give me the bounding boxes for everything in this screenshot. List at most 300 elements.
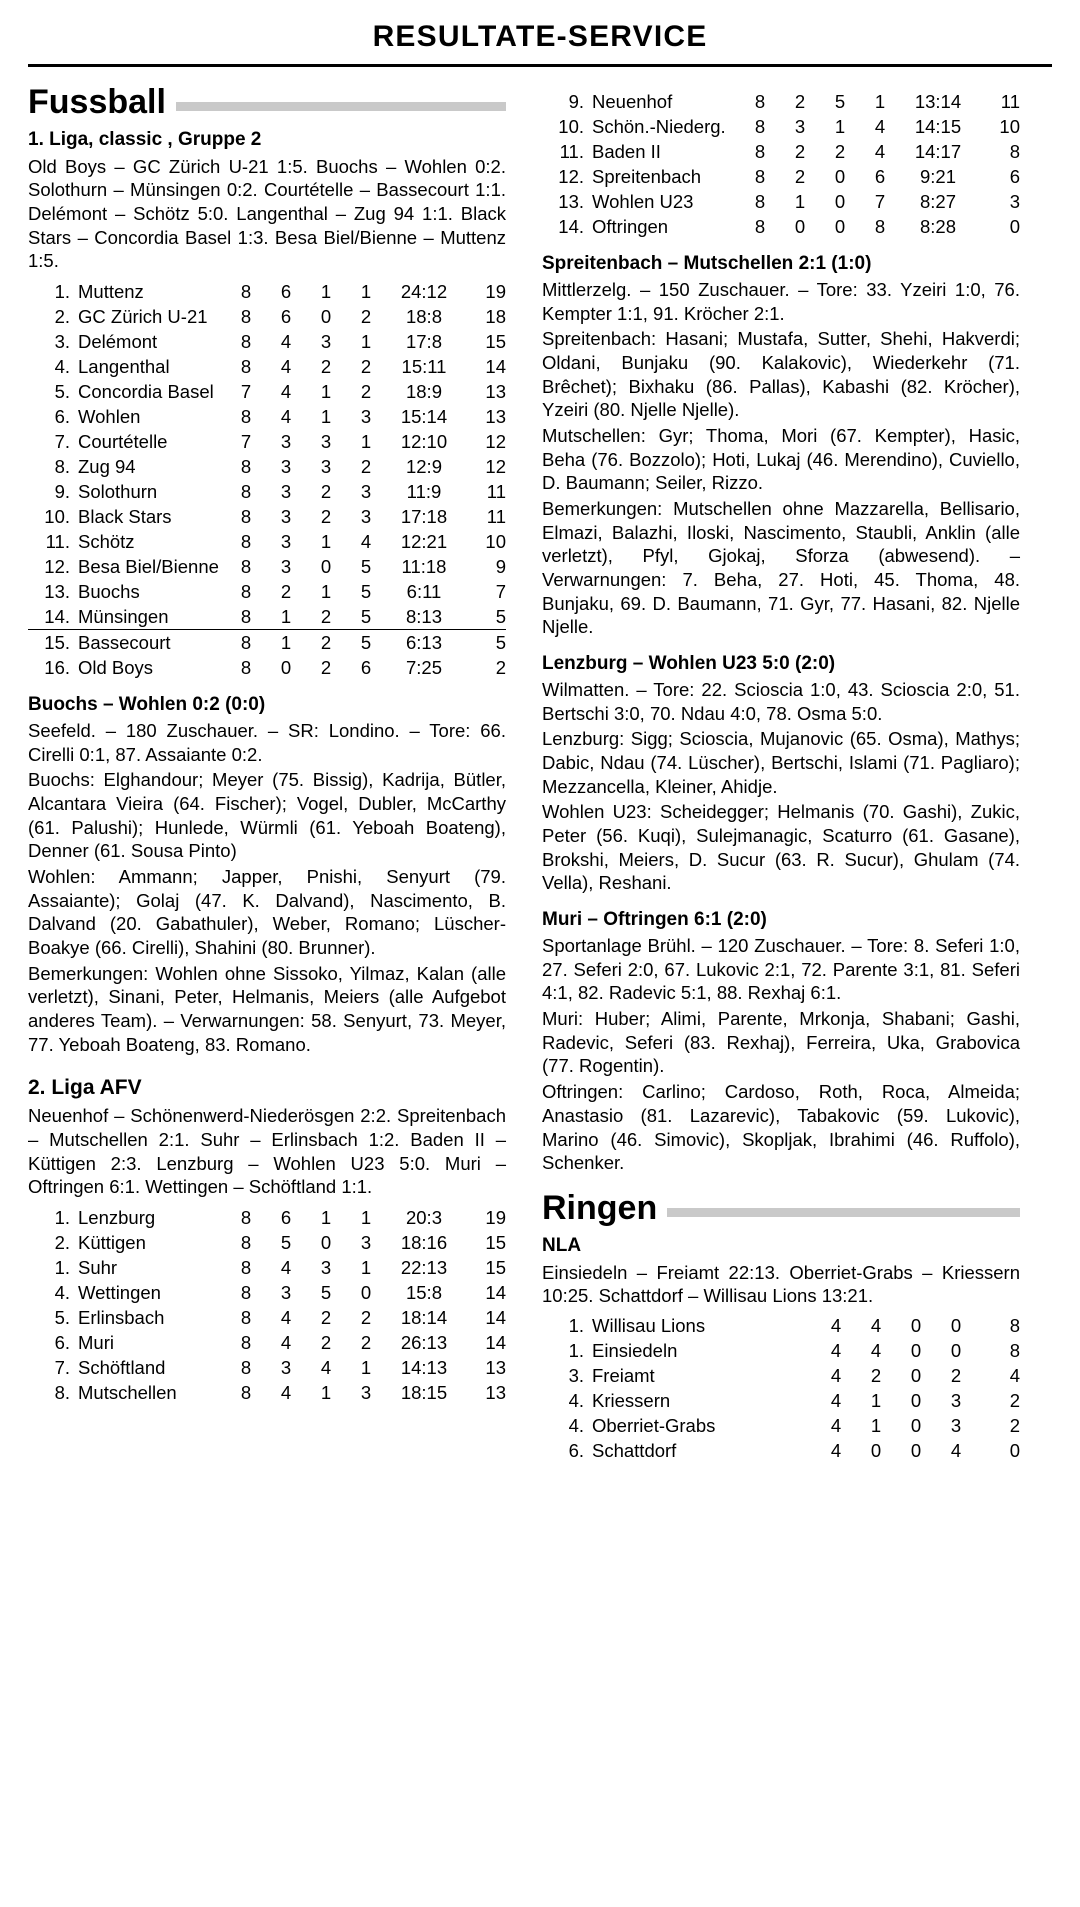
standings-lost: 5 <box>346 604 386 630</box>
standings-table-liga2-part1 <box>28 1205 506 1405</box>
standings-goals: 12:21 <box>400 530 448 552</box>
standings-played: 8 <box>240 280 252 302</box>
standings-goals: 18:9 <box>405 380 442 402</box>
standings-lost: 6 <box>360 656 372 678</box>
standings-won: 3 <box>794 115 806 137</box>
standings-lost: 4 <box>874 140 886 162</box>
standings-played: 8 <box>240 455 252 477</box>
standings-position: 1. <box>568 1315 584 1337</box>
standings-team: Buochs <box>78 580 140 602</box>
table-row <box>28 1255 506 1280</box>
standings-drawn: 2 <box>320 656 332 678</box>
standings-position: 11. <box>559 140 584 162</box>
standings-played: 8 <box>240 480 252 502</box>
standings-lost: 7 <box>874 190 886 212</box>
subheading-liga2: 2. Liga AFV <box>28 1076 142 1100</box>
standings-goals: 11:9 <box>406 480 442 502</box>
standings-won: 4 <box>280 330 292 352</box>
standings-points: 13 <box>485 380 506 402</box>
standings-won: 1 <box>794 190 806 212</box>
standings-won: 6 <box>280 280 292 302</box>
standings-won: 1 <box>870 1415 882 1437</box>
standings-position: 6. <box>54 1331 70 1353</box>
standings-played: 8 <box>240 1281 252 1303</box>
standings-played: 8 <box>754 140 766 162</box>
standings-goals: 22:13 <box>400 1256 448 1278</box>
standings-lost: 3 <box>360 405 372 427</box>
standings-drawn: 3 <box>320 455 332 477</box>
standings-drawn: 2 <box>320 1306 332 1328</box>
standings-position: 11. <box>45 530 70 552</box>
standings-won: 6 <box>280 305 292 327</box>
standings-drawn: 0 <box>834 165 846 187</box>
left-column <box>28 83 506 1409</box>
standings-lost: 1 <box>360 1356 372 1378</box>
standings-points: 14 <box>485 1306 506 1328</box>
standings-won: 4 <box>280 355 292 377</box>
standings-team: Muttenz <box>78 280 144 302</box>
standings-drawn: 1 <box>834 115 846 137</box>
standings-position: 8. <box>54 455 70 477</box>
lineup-home-spreitenbach: Spreitenbach: Hasani; Mustafa, Sutter, Shehi, Hakverdi; Oldani, Bunjaku (90. Kalakovic), Wiederkehr (71. Brêchet); Bixhaku (86. Pallas), Kabashi (82. Kröcher), Yzeiri (80. Njelle Njelle). <box>542 328 1020 421</box>
match-notes-spreitenbach: Bemerkungen: Mutschellen ohne Mazzarella, Bellisario, Elmazi, Balazhi, Iloski, Nascimento, Staubli, Anklin (alle verletzt), Pfyl, Gjokaj, Sforza (abwesend). – Verwarnungen: 7. Beha, 27. Hoti, 45. Thoma, 48. Bunjaku, 69. D. Baumann, 71. Gyr, 77. Hasani, 82. Njelle Njelle. <box>542 498 1020 638</box>
standings-position: 9. <box>568 90 584 112</box>
standings-lost: 1 <box>360 1256 372 1278</box>
standings-points: 13 <box>485 1356 506 1378</box>
table-row <box>28 404 506 429</box>
standings-drawn: 5 <box>320 1281 332 1303</box>
standings-team: Black Stars <box>78 505 172 527</box>
standings-won: 4 <box>870 1315 882 1337</box>
results-paragraph-liga2: Neuenhof – Schönenwerd-Niederösgen 2:2. Spreitenbach – Mutschellen 2:1. Suhr – Erlinsbach 1:2. Baden II – Küttigen 2:3. Lenzburg – Wohlen U23 5:0. Muri – Oftringen 6:1. Wettingen – Schöftland 1:1. <box>28 1105 506 1198</box>
standings-played: 8 <box>240 1256 252 1278</box>
table-row <box>28 454 506 479</box>
standings-points: 18 <box>485 305 506 327</box>
standings-position: 1. <box>568 1340 584 1362</box>
standings-played: 8 <box>754 90 766 112</box>
standings-won: 1 <box>266 604 306 630</box>
standings-won: 3 <box>280 555 292 577</box>
standings-goals: 11:18 <box>401 555 447 577</box>
standings-played: 8 <box>240 1331 252 1353</box>
standings-played: 7 <box>240 430 252 452</box>
standings-team: Freiamt <box>592 1365 655 1387</box>
table-row <box>542 214 1020 239</box>
standings-drawn: 2 <box>320 1331 332 1353</box>
standings-team: Besa Biel/Bienne <box>78 555 219 577</box>
standings-won: 1 <box>280 631 292 653</box>
standings-team: Schön.-Niederg. <box>592 115 726 137</box>
standings-points: 2 <box>1009 1415 1020 1437</box>
standings-goals: 18:8 <box>405 305 442 327</box>
standings-won: 6 <box>280 1206 292 1228</box>
table-row <box>28 479 506 504</box>
standings-points: 13 <box>485 405 506 427</box>
standings-table-liga2-part2 <box>542 89 1020 239</box>
standings-lost: 3 <box>360 1231 372 1253</box>
standings-drawn: 0 <box>320 305 332 327</box>
table-row <box>28 579 506 604</box>
lineup-away-oftringen: Oftringen: Carlino; Cardoso, Roth, Roca, Almeida; Anastasio (81. Lazarevic), Tabakovic (59. Lukovic), Marino (46. Simovic), Skopljak, Ibrahimi (46. Ruffolo), Schenker. <box>542 1081 1020 1174</box>
table-row <box>542 1439 1020 1464</box>
table-row <box>542 139 1020 164</box>
standings-points: 15 <box>485 1231 506 1253</box>
standings-won: 4 <box>280 1256 292 1278</box>
standings-played: 8 <box>240 330 252 352</box>
standings-drawn: 1 <box>320 1206 332 1228</box>
column-container <box>28 83 1052 1468</box>
section-header-ringen <box>542 1188 1020 1227</box>
standings-goals: 15:8 <box>405 1281 442 1303</box>
standings-lost: 5 <box>360 555 372 577</box>
standings-points: 8 <box>1009 1340 1020 1362</box>
standings-position: 4. <box>568 1390 584 1412</box>
standings-points: 5 <box>462 604 506 630</box>
lineup-away-mutschellen: Mutschellen: Gyr; Thoma, Mori (67. Kempter), Hasic, Beha (76. Bozzolo); Hoti, Lukaj (46. Merendino), Cuviello, D. Baumann; Seiler, Rizzo. <box>542 425 1020 494</box>
table-row <box>542 1314 1020 1339</box>
standings-points: 0 <box>1009 1440 1020 1462</box>
standings-played: 8 <box>240 555 252 577</box>
table-row <box>28 1355 506 1380</box>
standings-position: 15. <box>44 631 70 653</box>
standings-points: 11 <box>486 505 506 527</box>
standings-points: 2 <box>1009 1390 1020 1412</box>
standings-drawn: 0 <box>834 215 846 237</box>
standings-won: 3 <box>280 505 292 527</box>
standings-lost: 5 <box>360 631 372 653</box>
standings-goals: 17:18 <box>400 505 448 527</box>
standings-lost: 2 <box>360 305 372 327</box>
standings-team: GC Zürich U-21 <box>78 305 208 327</box>
standings-position: 10. <box>558 115 584 137</box>
standings-position: 1. <box>54 280 70 302</box>
standings-team: Einsiedeln <box>592 1340 678 1362</box>
standings-won: 0 <box>794 215 806 237</box>
standings-team: Münsingen <box>78 604 226 630</box>
standings-position: 4. <box>54 355 70 377</box>
standings-played: 4 <box>830 1365 842 1387</box>
standings-position: 10. <box>44 505 70 527</box>
standings-played: 8 <box>754 190 766 212</box>
standings-team: Schöftland <box>78 1356 166 1378</box>
standings-lost: 4 <box>874 115 886 137</box>
standings-drawn: 2 <box>320 631 332 653</box>
standings-team: Neuenhof <box>592 90 673 112</box>
standings-position: 4. <box>54 1281 70 1303</box>
standings-goals: 18:16 <box>400 1231 448 1253</box>
standings-team: Willisau Lions <box>592 1315 706 1337</box>
standings-position: 6. <box>54 405 70 427</box>
standings-points: 13 <box>485 1381 506 1403</box>
standings-drawn: 2 <box>320 480 332 502</box>
standings-points: 15 <box>485 1256 506 1278</box>
standings-played: 8 <box>240 305 252 327</box>
standings-points: 8 <box>1009 1315 1020 1337</box>
table-row <box>28 604 506 630</box>
standings-played: 7 <box>240 380 252 402</box>
standings-team: Courtételle <box>78 430 168 452</box>
table-row <box>28 1380 506 1405</box>
standings-goals: 12:10 <box>400 430 448 452</box>
standings-lost: 4 <box>360 530 372 552</box>
standings-drawn: 2 <box>306 604 346 630</box>
standings-drawn: 0 <box>910 1390 922 1412</box>
standings-played: 4 <box>830 1440 842 1462</box>
standings-lost: 1 <box>360 1206 372 1228</box>
standings-played: 8 <box>240 355 252 377</box>
standings-lost: 1 <box>360 280 372 302</box>
standings-won: 4 <box>280 1331 292 1353</box>
standings-team: Kriessern <box>592 1390 671 1412</box>
standings-drawn: 3 <box>320 1256 332 1278</box>
table-row <box>28 279 506 304</box>
standings-lost: 2 <box>360 380 372 402</box>
standings-drawn: 1 <box>320 280 332 302</box>
standings-drawn: 2 <box>320 505 332 527</box>
standings-points: 15 <box>485 330 506 352</box>
standings-played: 8 <box>240 405 252 427</box>
table-row <box>28 1280 506 1305</box>
page-title: RESULTATE-SERVICE <box>372 20 708 53</box>
standings-team: Küttigen <box>78 1231 146 1253</box>
standings-table-ringen <box>542 1314 1020 1464</box>
standings-won: 4 <box>280 1306 292 1328</box>
subheading-liga1: 1. Liga, classic , Gruppe 2 <box>28 128 262 150</box>
standings-team: Oberriet-Grabs <box>592 1415 716 1437</box>
standings-team: Baden II <box>592 140 661 162</box>
standings-played: 4 <box>830 1390 842 1412</box>
standings-goals: 15:11 <box>401 355 447 377</box>
standings-lost: 0 <box>950 1315 962 1337</box>
section-title-ringen: Ringen <box>542 1188 658 1227</box>
standings-played: 8 <box>240 656 252 678</box>
standings-points: 2 <box>495 656 506 678</box>
standings-drawn: 3 <box>320 430 332 452</box>
masthead-divider <box>28 64 1052 67</box>
results-paragraph-liga1: Old Boys – GC Zürich U-21 1:5. Buochs – Wohlen 0:2. Solothurn – Münsingen 0:2. Courtételle – Bassecourt 1:1. Delémont – Schötz 5:0. Langenthal – Zug 94 1:1. Black Stars – Concordia Basel 1:3. Besa Biel/Bienne – Muttenz 1:5. <box>28 155 506 272</box>
standings-points: 14 <box>485 1281 506 1303</box>
standings-drawn: 4 <box>320 1356 332 1378</box>
table-row <box>28 1305 506 1330</box>
lineup-home-buochs: Buochs: Elghandour; Meyer (75. Bissig), Kadrija, Bütler, Alcantara Vieira (64. Fischer); Vogel, Dubler, McCarthy (61. Palushi); Hunlede, Würmli (61. Yeboah Boateng), Denner (61. Sousa Pinto) <box>28 769 506 862</box>
standings-won: 5 <box>280 1231 292 1253</box>
standings-won: 0 <box>870 1440 882 1462</box>
standings-position: 7. <box>54 1356 70 1378</box>
standings-lost: 3 <box>950 1415 962 1437</box>
standings-lost: 2 <box>360 1331 372 1353</box>
standings-position: 2. <box>54 1231 70 1253</box>
standings-team: Schattdorf <box>592 1440 677 1462</box>
standings-drawn: 2 <box>834 140 846 162</box>
standings-goals: 17:8 <box>405 330 442 352</box>
subheading-nla: NLA <box>542 1234 582 1256</box>
standings-played: 4 <box>830 1315 842 1337</box>
standings-team: Wohlen <box>78 405 141 427</box>
standings-points: 11 <box>1000 90 1020 112</box>
standings-points: 11 <box>486 480 506 502</box>
standings-goals: 20:3 <box>405 1206 442 1228</box>
standings-position: 3. <box>568 1365 584 1387</box>
standings-played: 8 <box>240 1356 252 1378</box>
standings-won: 3 <box>280 1356 292 1378</box>
standings-drawn: 3 <box>320 330 332 352</box>
table-row <box>28 529 506 554</box>
standings-lost: 1 <box>360 430 372 452</box>
table-row <box>28 554 506 579</box>
standings-won: 2 <box>870 1365 882 1387</box>
standings-team: Zug 94 <box>78 455 136 477</box>
standings-won: 4 <box>870 1340 882 1362</box>
standings-goals: 12:9 <box>405 455 442 477</box>
standings-played: 8 <box>226 604 266 630</box>
standings-goals: 8:27 <box>919 190 956 212</box>
table-row <box>28 1205 506 1230</box>
standings-goals: 8:28 <box>919 215 956 237</box>
standings-points: 0 <box>1009 215 1020 237</box>
section-header-fussball <box>28 85 506 121</box>
standings-points: 6 <box>1009 165 1020 187</box>
match-info-spreitenbach: Mittlerzelg. – 150 Zuschauer. – Tore: 33. Yzeiri 1:0, 76. Kempter 1:1, 91. Kröcher 2:1. <box>542 279 1020 324</box>
standings-points: 14 <box>485 355 506 377</box>
standings-drawn: 0 <box>320 1231 332 1253</box>
standings-lost: 1 <box>360 330 372 352</box>
standings-won: 4 <box>280 405 292 427</box>
standings-drawn: 0 <box>320 555 332 577</box>
table-row <box>542 89 1020 114</box>
standings-goals: 24:12 <box>400 280 448 302</box>
standings-position: 1. <box>54 1256 70 1278</box>
standings-played: 8 <box>240 1231 252 1253</box>
standings-team: Bassecourt <box>78 631 171 653</box>
standings-team: Langenthal <box>78 355 170 377</box>
standings-position: 1. <box>54 1206 70 1228</box>
standings-played: 8 <box>240 631 252 653</box>
standings-drawn: 0 <box>910 1415 922 1437</box>
standings-lost: 3 <box>360 1381 372 1403</box>
standings-won: 3 <box>280 430 292 452</box>
standings-goals: 14:15 <box>914 115 962 137</box>
standings-lost: 2 <box>360 355 372 377</box>
standings-drawn: 0 <box>910 1365 922 1387</box>
table-row <box>28 630 506 656</box>
standings-lost: 3 <box>950 1390 962 1412</box>
standings-won: 3 <box>280 1281 292 1303</box>
section-title-fussball: Fussball <box>28 83 166 121</box>
standings-goals: 9:21 <box>919 165 956 187</box>
standings-team: Mutschellen <box>78 1381 177 1403</box>
standings-goals: 7:25 <box>405 656 442 678</box>
standings-lost: 4 <box>950 1440 962 1462</box>
standings-won: 2 <box>794 165 806 187</box>
standings-position: 8. <box>54 1381 70 1403</box>
standings-points: 4 <box>1009 1365 1020 1387</box>
standings-team: Muri <box>78 1331 114 1353</box>
table-row <box>542 1364 1020 1389</box>
table-row <box>28 655 506 680</box>
standings-points: 3 <box>1009 190 1020 212</box>
standings-lost: 5 <box>360 580 372 602</box>
table-row <box>28 429 506 454</box>
results-paragraph-ringen: Einsiedeln – Freiamt 22:13. Oberriet-Grabs – Kriessern 10:25. Schattdorf – Willisau Lions 13:21. <box>542 1261 1020 1307</box>
standings-points: 10 <box>999 115 1020 137</box>
standings-goals: 26:13 <box>400 1331 448 1353</box>
standings-position: 9. <box>54 480 70 502</box>
standings-drawn: 1 <box>320 405 332 427</box>
standings-goals: 15:14 <box>400 405 448 427</box>
standings-goals: 6:11 <box>406 580 442 602</box>
standings-points: 19 <box>485 1206 506 1228</box>
standings-points: 12 <box>485 430 506 452</box>
standings-played: 8 <box>754 215 766 237</box>
standings-drawn: 1 <box>320 1381 332 1403</box>
header-rule <box>667 1208 1020 1217</box>
standings-goals: 18:15 <box>400 1381 448 1403</box>
standings-team: Solothurn <box>78 480 158 502</box>
standings-team: Suhr <box>78 1256 118 1278</box>
standings-team: Concordia Basel <box>78 380 214 402</box>
standings-goals: 13:14 <box>914 90 962 112</box>
standings-points: 12 <box>485 455 506 477</box>
standings-team: Delémont <box>78 330 158 352</box>
table-row <box>28 354 506 379</box>
lineup-home-muri: Muri: Huber; Alimi, Parente, Mrkonja, Shabani; Gashi, Radevic, Seferi (83. Rexhaj), Ferreira, Uka, Grabovica (77. Rogentin). <box>542 1008 1020 1077</box>
match-title-lenzburg-wohlenu23: Lenzburg – Wohlen U23 5:0 (2:0) <box>542 653 836 675</box>
standings-team: Wohlen U23 <box>592 190 694 212</box>
standings-points: 10 <box>485 530 506 552</box>
table-row <box>542 1389 1020 1414</box>
match-info-muri: Sportanlage Brühl. – 120 Zuschauer. – Tore: 8. Seferi 1:0, 27. Seferi 2:0, 67. Lukovic 2:1, 72. Parente 3:1, 81. Seferi 4:1, 82. Radevic 5:1, 88. Rexhaj 6:1. <box>542 935 1020 1004</box>
standings-goals: 18:14 <box>400 1306 448 1328</box>
standings-drawn: 1 <box>320 580 332 602</box>
standings-team: Wettingen <box>78 1281 161 1303</box>
standings-lost: 2 <box>360 1306 372 1328</box>
table-row <box>542 164 1020 189</box>
standings-lost: 0 <box>360 1281 372 1303</box>
table-row <box>542 1414 1020 1439</box>
standings-position: 16. <box>44 656 70 678</box>
table-row <box>28 379 506 404</box>
standings-won: 2 <box>280 580 292 602</box>
standings-position: 5. <box>54 380 70 402</box>
match-notes-buochs-wohlen: Bemerkungen: Wohlen ohne Sissoko, Yilmaz, Kalan (alle verletzt), Sinani, Peter, Helmanis, Meiers (alle Aufgebot anderes Team). – Verwarnungen: 58. Senyurt, 73. Meyer, 77. Yeboah Boateng, 83. Romano. <box>28 962 506 1055</box>
standings-won: 0 <box>280 656 292 678</box>
standings-lost: 0 <box>950 1340 962 1362</box>
standings-position: 5. <box>54 1306 70 1328</box>
standings-position: 12. <box>558 165 584 187</box>
standings-goals: 8:13 <box>386 604 462 630</box>
standings-drawn: 0 <box>910 1340 922 1362</box>
standings-position: 14. <box>558 215 584 237</box>
standings-team: Lenzburg <box>78 1206 156 1228</box>
standings-drawn: 2 <box>320 355 332 377</box>
standings-team: Erlinsbach <box>78 1306 165 1328</box>
right-column <box>542 83 1020 1468</box>
standings-team: Old Boys <box>78 656 154 678</box>
standings-position: 12. <box>44 555 70 577</box>
standings-table-liga1 <box>28 279 506 680</box>
standings-played: 8 <box>240 580 252 602</box>
standings-points: 14 <box>485 1331 506 1353</box>
lineup-home-lenzburg: Lenzburg: Sigg; Scioscia, Mujanovic (65. Osma), Mathys; Dabic, Ndau (74. Lüscher), Bertschi, Islami (71. Pagliaro); Mezzancella, Kleiner, Ahidje. <box>542 728 1020 797</box>
standings-position: 3. <box>54 330 70 352</box>
standings-points: 19 <box>485 280 506 302</box>
standings-lost: 1 <box>874 90 886 112</box>
standings-played: 4 <box>830 1340 842 1362</box>
standings-lost: 8 <box>874 215 886 237</box>
match-title-spreitenbach-mutschellen: Spreitenbach – Mutschellen 2:1 (1:0) <box>542 253 872 274</box>
standings-position: 14. <box>28 604 78 630</box>
standings-drawn: 5 <box>834 90 846 112</box>
